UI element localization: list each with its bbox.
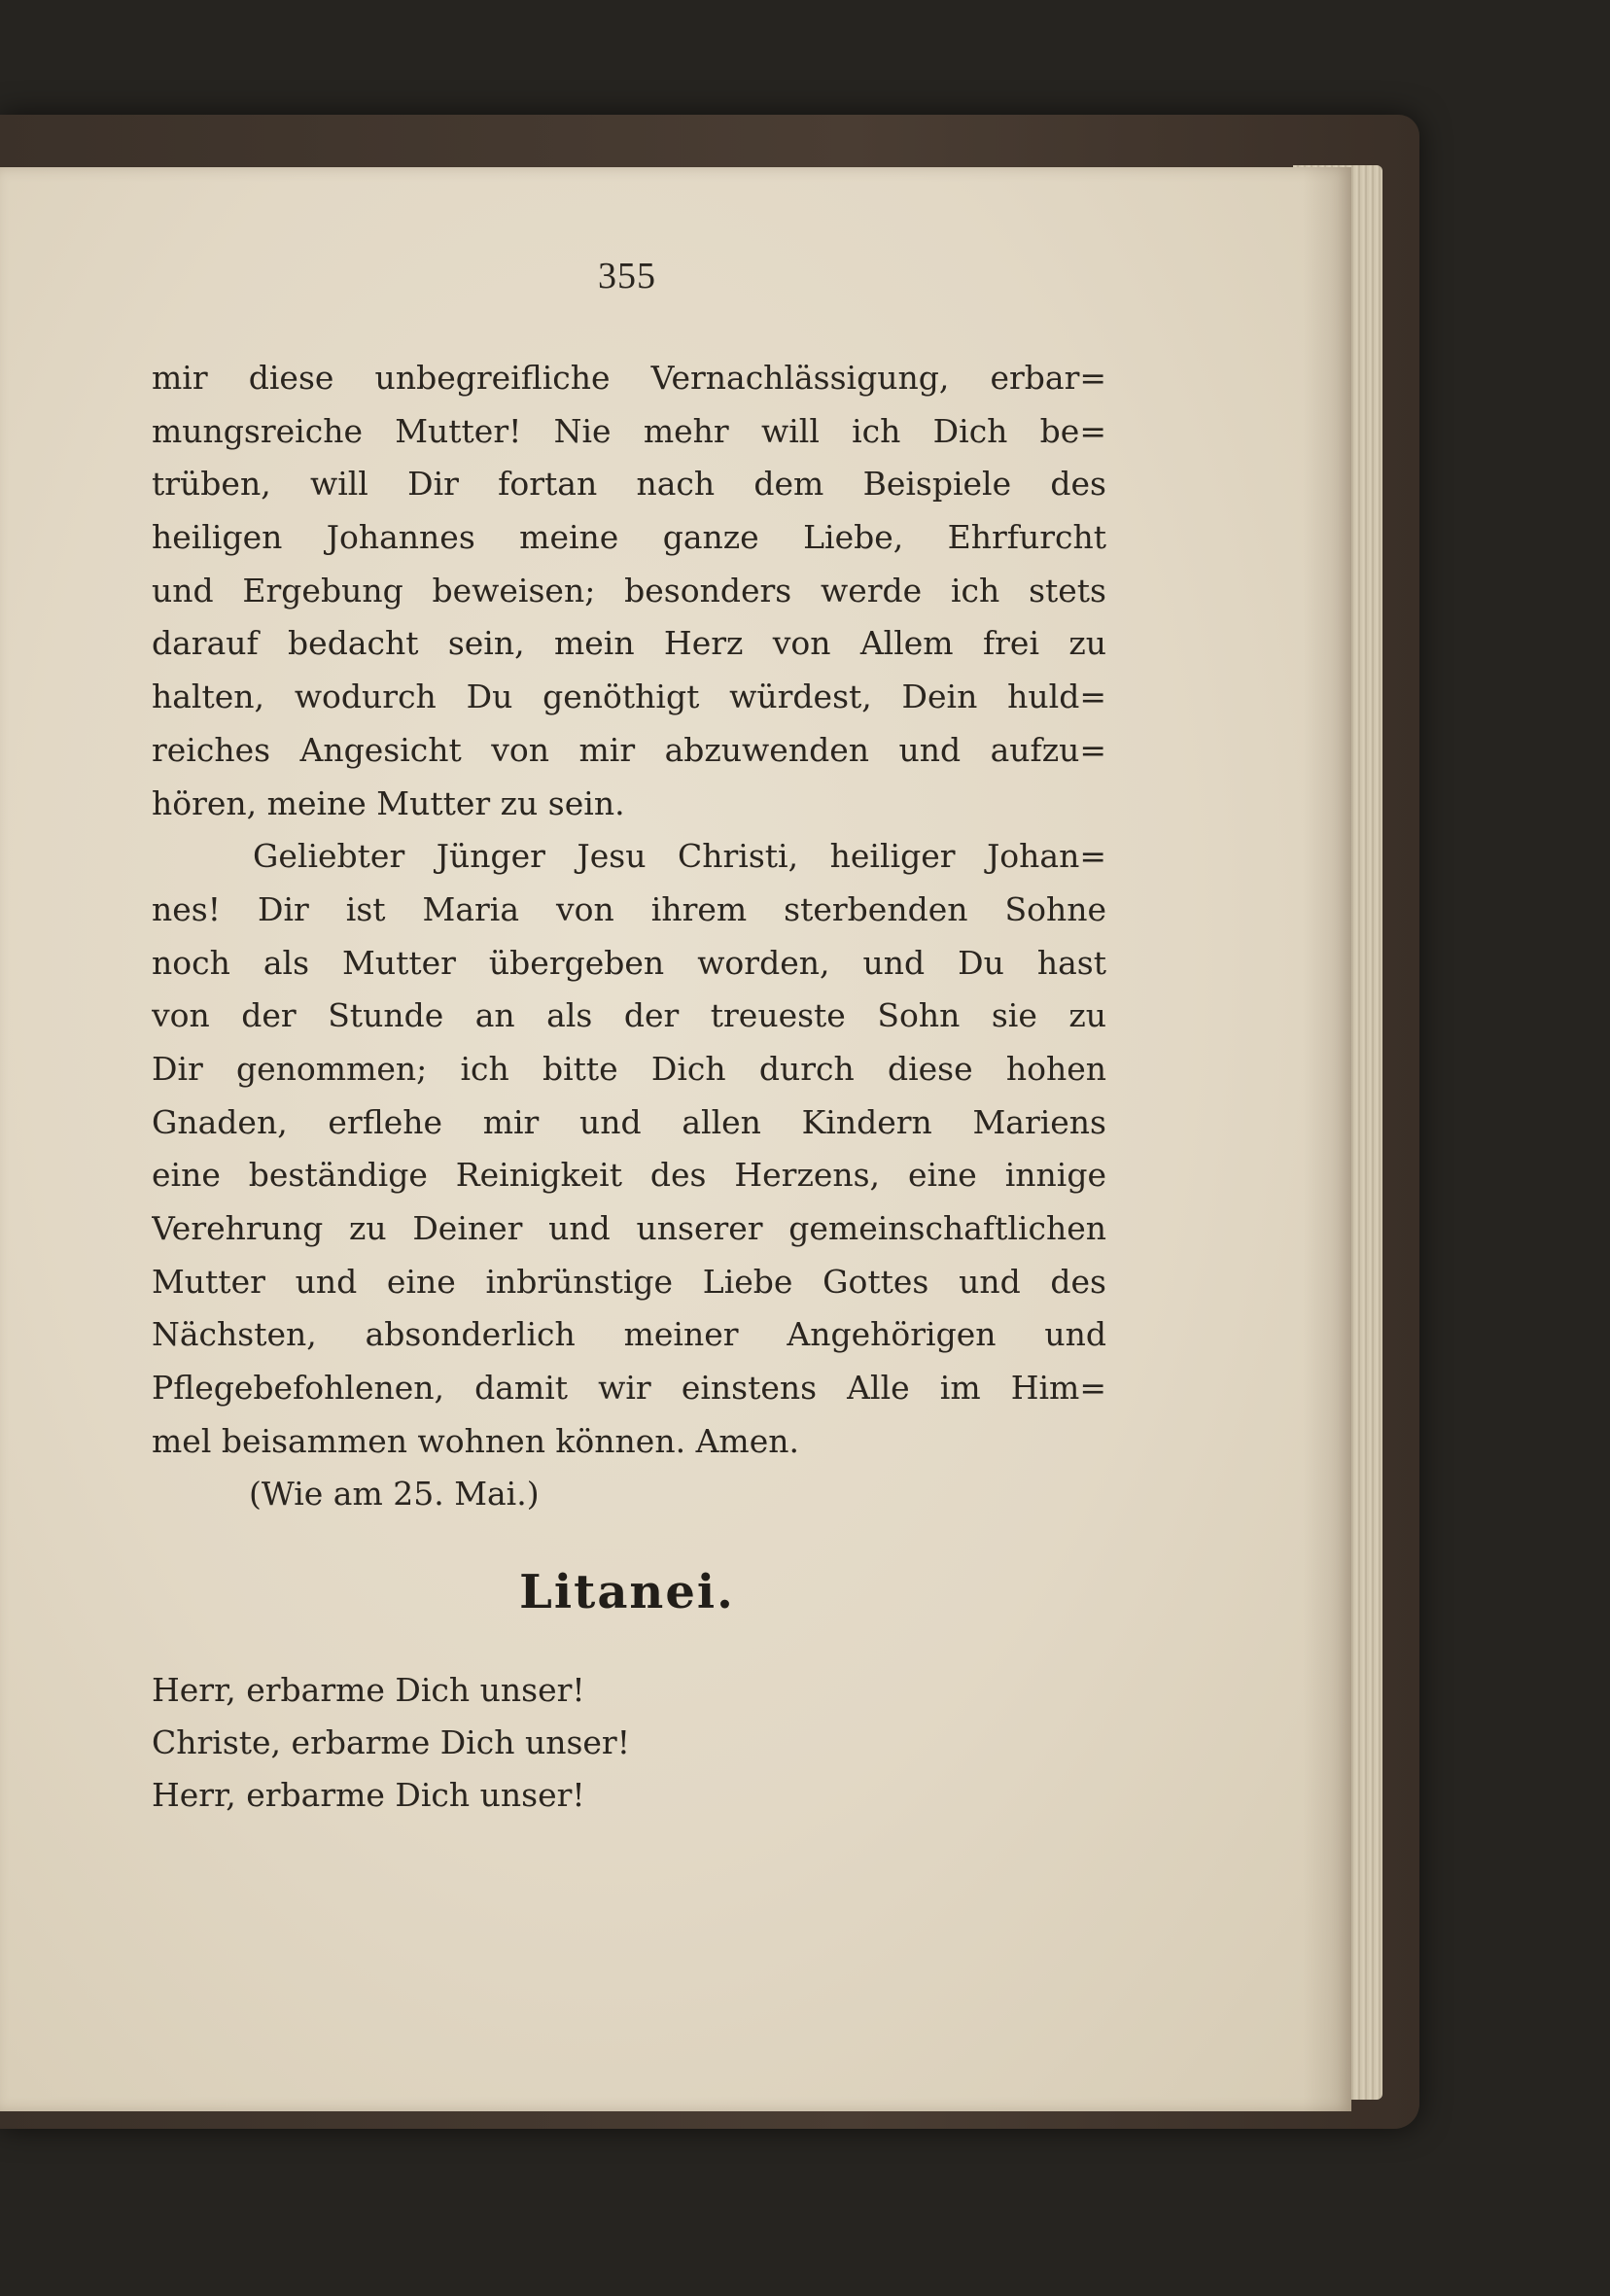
text-line: Geliebter Jünger Jesu Christi, heiliger Johan=: [253, 837, 1106, 876]
text-line: noch als Mutter übergeben worden, und Du hast: [152, 943, 1106, 982]
page-gutter-shadow: [1303, 167, 1351, 2111]
litany-line: Herr, erbarme Dich unser!: [152, 1671, 585, 1709]
text-line: halten, wodurch Du genöthigt würdest, Dein huld=: [152, 678, 1106, 716]
text-line: eine beständige Reinigkeit des Herzens, eine innige: [152, 1156, 1106, 1195]
text-line: mel beisammen wohnen können. Amen.: [152, 1421, 799, 1460]
section-heading: Litanei.: [519, 1565, 735, 1619]
text-line: mungsreiche Mutter! Nie mehr will ich Dich be=: [152, 411, 1106, 450]
text-line: heiligen Johannes meine ganze Liebe, Ehrfurcht: [152, 518, 1106, 557]
text-line: nes! Dir ist Maria von ihrem sterbenden Sohne: [152, 889, 1106, 928]
text-line: darauf bedacht sein, mein Herz von Allem frei zu: [152, 624, 1106, 663]
litany-block: [152, 1664, 1027, 1822]
litany-line: Herr, erbarme Dich unser!: [152, 1776, 585, 1814]
text-line: Mutter und eine inbrünstige Liebe Gottes und des: [152, 1262, 1106, 1301]
text-line: hören, meine Mutter zu sein.: [152, 783, 625, 822]
closing-note: (Wie am 25. Mai.): [249, 1475, 540, 1513]
text-line: reiches Angesicht von mir abzuwenden und aufzu=: [152, 730, 1106, 769]
text-line: Gnaden, erflehe mir und allen Kindern Mariens: [152, 1102, 1106, 1141]
text-line: trüben, will Dir fortan nach dem Beispiele des: [152, 465, 1106, 504]
text-line: Dir genommen; ich bitte Dich durch diese hohen: [152, 1049, 1106, 1088]
page-number: 355: [598, 256, 656, 296]
text-line: von der Stunde an als der treueste Sohn sie zu: [152, 996, 1106, 1035]
text-line: Verehrung zu Deiner und unserer gemeinschaftlichen: [152, 1209, 1106, 1247]
litany-line: Christe, erbarme Dich unser!: [152, 1723, 630, 1761]
body-text: [152, 352, 1106, 1521]
text-line: Pflegebefohlenen, damit wir einstens Alle im Him=: [152, 1369, 1106, 1408]
text-line: Nächsten, absonderlich meiner Angehörigen und: [152, 1315, 1106, 1354]
text-line: und Ergebung beweisen; besonders werde ich stets: [152, 571, 1106, 609]
text-line: mir diese unbegreifliche Vernachlässigung, erbar=: [152, 359, 1106, 397]
